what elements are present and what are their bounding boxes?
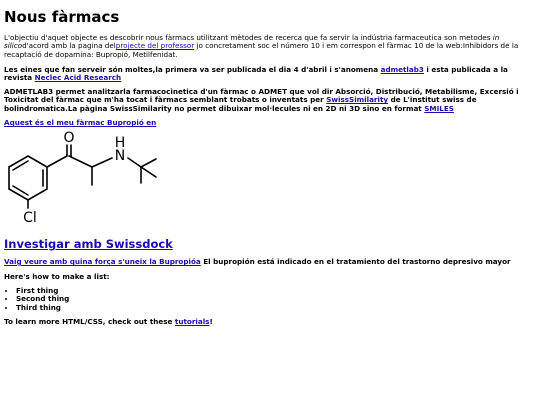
journal-link[interactable]: Neclec Acid Research — [34, 73, 122, 83]
intro-text-2: d'acord amb la pagina del — [22, 41, 116, 51]
intro-text-3: jo concretament soc el número 10 i em correspon el fàrmac 10 de la web:Inhibidors de la recaptació de dopamina: Bupropió, Metilfenidat. — [4, 41, 519, 59]
bupropion-link[interactable]: Aquest és el meu fàrmac Bupropió en — [4, 118, 157, 127]
bupropion-structure-image — [4, 128, 164, 224]
list-item: • Third thing — [16, 304, 532, 312]
list-item: • First thing — [16, 287, 532, 295]
video-text: El bupropión está indicado en el tratamiento del trastorno depresivo mayor — [200, 257, 511, 266]
atom-label-chlorine: Cl — [23, 210, 37, 224]
admet-text-2: de L'institut swiss de bolindromatica.La pàgina SwissSimilarity no permet dibuixar mol·lecules ni en 2D ni 3D sino en format — [4, 95, 477, 113]
intro-emphasis: in silico — [4, 33, 500, 51]
benzene-ring — [9, 156, 47, 200]
tutorials-link[interactable]: tutorials — [174, 317, 210, 326]
binding-video-link[interactable]: Vaig veure amb quina força s'uneix la Bupropióa — [4, 257, 201, 266]
atom-label-hydrogen: H — [114, 135, 126, 151]
list-intro: Here's how to make a list: — [4, 272, 110, 281]
swisssimilarity-link[interactable]: SwissSimilarity — [326, 95, 389, 105]
bullet-list — [4, 287, 532, 312]
list-container — [4, 287, 532, 312]
intro-paragraph — [4, 34, 532, 59]
tools-text-2: i esta publicada a la revista — [4, 65, 508, 83]
atom-label-oxygen: O — [63, 130, 75, 146]
professor-project-link[interactable]: projecte del professor — [115, 41, 195, 51]
footer-end: ! — [209, 317, 213, 326]
tools-text-1: Les eines que fan serveir són moltes,la primera va ser publicada el dia 4 d'abril i s'anomena — [4, 65, 381, 74]
footer-paragraph — [4, 318, 532, 326]
atom-label-nitrogen: N — [114, 148, 126, 164]
admet-paragraph — [4, 88, 532, 113]
page-title: Nous fàrmacs — [4, 8, 120, 26]
swissdock-heading[interactable]: Investigar amb Swissdock — [4, 237, 173, 251]
admetlab3-link[interactable]: admetlab3 — [380, 65, 424, 74]
smiles-link[interactable]: SMILES — [424, 103, 454, 113]
footer-text: To learn more HTML/CSS, check out these — [4, 317, 175, 326]
list-item: • Second thing — [16, 295, 532, 303]
drug-link-paragraph — [4, 119, 532, 127]
admet-text-1: ADMETLAB3 permet analitzarla farmacocinetica d'un fàrmac o ADMET que vol dir Absorció, Distribució, Metabilisme, Excersió i Toxicitat del fàrmac que m'ha tocat i fàrmacs semblant trobats o inventats per — [4, 87, 519, 105]
video-paragraph — [4, 258, 532, 266]
intro-text-1: L'objectiu d'aquet objecte es descobrir nous fàrmacs utilitzant mètodes de recerca que fa servir la indústria farmaceutica son metodes — [4, 33, 493, 42]
tools-paragraph — [4, 66, 532, 83]
